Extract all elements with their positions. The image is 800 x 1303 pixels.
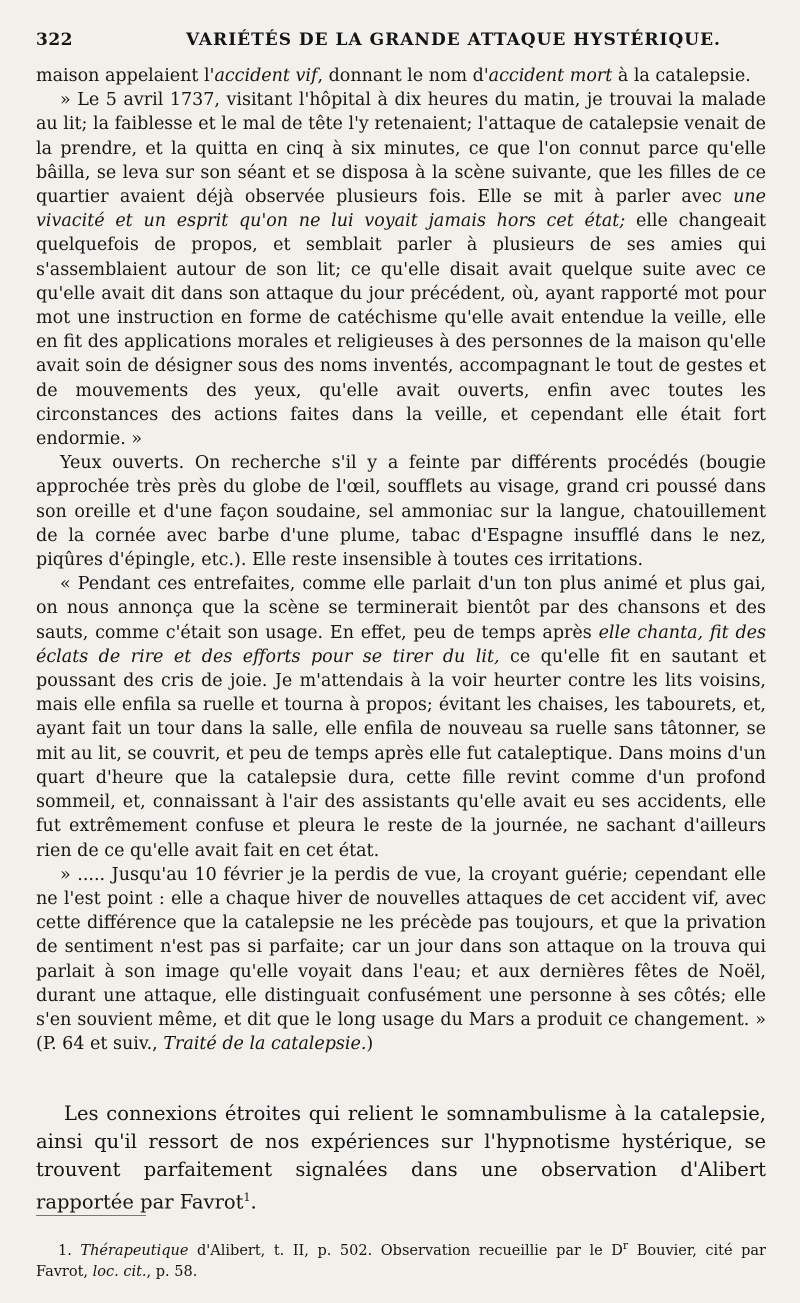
paragraph-5 [36, 863, 766, 1057]
text-run: » Le 5 avril 1737, visitant l'hôpital à dix heures du matin, je trouvai la malade au lit; la faiblesse et le mal de tête l'y retenaient; l'attaque de catalepsie venait de la prendre, et la quitta en cinq à six minutes, ce que l'on connut parce qu'elle bâilla, se leva sur son séant et se disposa à la scène suivante, que les filles de ce quartier avaient déjà observée plusieurs fois. Elle se mit à parler avec [36, 90, 766, 208]
text-run: . [250, 1190, 257, 1214]
footnote-divider [36, 1215, 146, 1216]
italic-run: accident vif [214, 66, 318, 86]
italic-run: une vivacité et un esprit qu'on ne lui voyait jamais hors cet état; [36, 187, 766, 232]
text-run: , donnant le nom d' [317, 66, 489, 86]
text-run: » ..... Jusqu'au 10 février je la perdis de vue, la croyant guérie; cependant elle ne l'est point : elle a chaque hiver de nouvelles attaques de cet accident vif, avec cette différence que la catalepsie ne les précède pas toujours, et que la privation de sentiment n'est pas si parfaite; car un jour dans son attaque on la trouva qui parlait à son image qu'elle voyait dans l'eau; et aux dernières fêtes de Noël, durant une attaque, elle distinguait confusément une personne à ses côtés; elle s'en souvient même, et dit que le long usage du Mars a produit ce changement. » (P. 64 et suiv., [36, 864, 766, 1055]
italic-run: Thérapeutique [80, 1242, 189, 1259]
body-text [36, 64, 766, 1056]
text-run: Bouvier, cité par Favrot, [36, 1242, 766, 1280]
closing-paragraph [36, 1100, 766, 1217]
text-run: , p. 58. [146, 1263, 198, 1280]
italic-run: accident mort [488, 66, 613, 86]
text-run: ce qu'elle fit en sautant et poussant des cris de joie. Je m'attendais à la voir heurter contre les lits voisins, mais elle enfila sa ruelle et tourna à propos; évitant les chaises, les tabourets, et, ayant fait un tour dans la salle, elle enfila de nouveau sa ruelle sans tâtonner, se mit au lit, se couvrit, et peu de temps après elle fut cataleptique. Dans moins d'un quart d'heure que la catalepsie dura, cette fille revint comme d'un profond sommeil, et, connaissant à l'air des assistants qu'elle avait eu ses accidents, elle fut extrêmement confuse et pleura le reste de la journée, ne sachant d'ailleurs rien de ce qu'elle avait fait en cet état. [36, 646, 766, 861]
paragraph-2 [36, 88, 766, 451]
superscript: r [622, 1239, 629, 1252]
text-run: maison appelaient l' [36, 66, 215, 86]
text-run: elle changeait quelquefois de propos, et semblait parler à plusieurs de ses amies qui s'assemblaient autour de son lit; ce qu'elle disait avait quelque suite avec ce qu'elle avait dit dans son attaque du jour précédent, où, ayant rapporté mot pour mot une instruction en forme de catéchisme qu'elle avait entendue la veille, elle en fit des applications morales et religieuses à des personnes de la maison qu'elle avait soin de désigner sous des noms inventés, accompagnant le tout de gestes et de mouvements des yeux, qu'elle avait ouverts, enfin avec toutes les circonstances des actions faites dans la veille, et cependant elle était fort endormie. » [36, 211, 767, 450]
paragraph-3 [36, 451, 766, 572]
paragraph-1 [36, 64, 766, 88]
text-run: « Pendant ces entrefaites, comme elle parlait d'un ton plus animé et plus gai, on nous annonça que la scène se terminerait bientôt par des chansons et des sauts, comme c'était son usage. En effet, peu de temps après [36, 574, 766, 643]
footnote-reference: 1 [243, 1191, 251, 1204]
italic-run: elle chanta, fit des éclats de rire et des efforts pour se tirer du lit, [36, 622, 766, 667]
italic-run: loc. cit. [92, 1263, 147, 1280]
text-run: ) [366, 1034, 374, 1055]
text-run: Les connexions étroites qui relient le somnambulisme à la catalepsie, ainsi qu'il ressort de nos expériences sur l'hypnotisme hystérique, se trouvent parfaitement signalées dans une observation d'Alibert rapportée par Favrot [36, 1102, 766, 1214]
italic-run: Traité de la catalepsie. [163, 1034, 367, 1055]
footnote-number: 1. [58, 1242, 81, 1259]
text-run: d'Alibert, t. II, p. 502. Observation recueillie par le D [188, 1242, 623, 1259]
paragraph-4 [36, 572, 766, 862]
footnote [36, 1235, 766, 1283]
page-header [36, 30, 770, 54]
page-number: 322 [36, 30, 73, 50]
running-title: VARIÉTÉS DE LA GRANDE ATTAQUE HYSTÉRIQUE. [186, 30, 721, 50]
text-run: à la catalepsie. [612, 66, 751, 86]
footnote-1 [36, 1235, 766, 1283]
paragraph-6 [36, 1100, 766, 1217]
text-run: Yeux ouverts. On recherche s'il y a feinte par différents procédés (bougie approchée très près du globe de l'œil, soufflets au visage, grand cri poussé dans son oreille et d'une façon soudaine, sel ammoniac sur la langue, chatouillement de la cornée avec barbe d'une plume, tabac d'Espagne insufflé dans le nez, piqûres d'épingle, etc.). Elle reste insensible à toutes ces irritations. [36, 453, 766, 571]
